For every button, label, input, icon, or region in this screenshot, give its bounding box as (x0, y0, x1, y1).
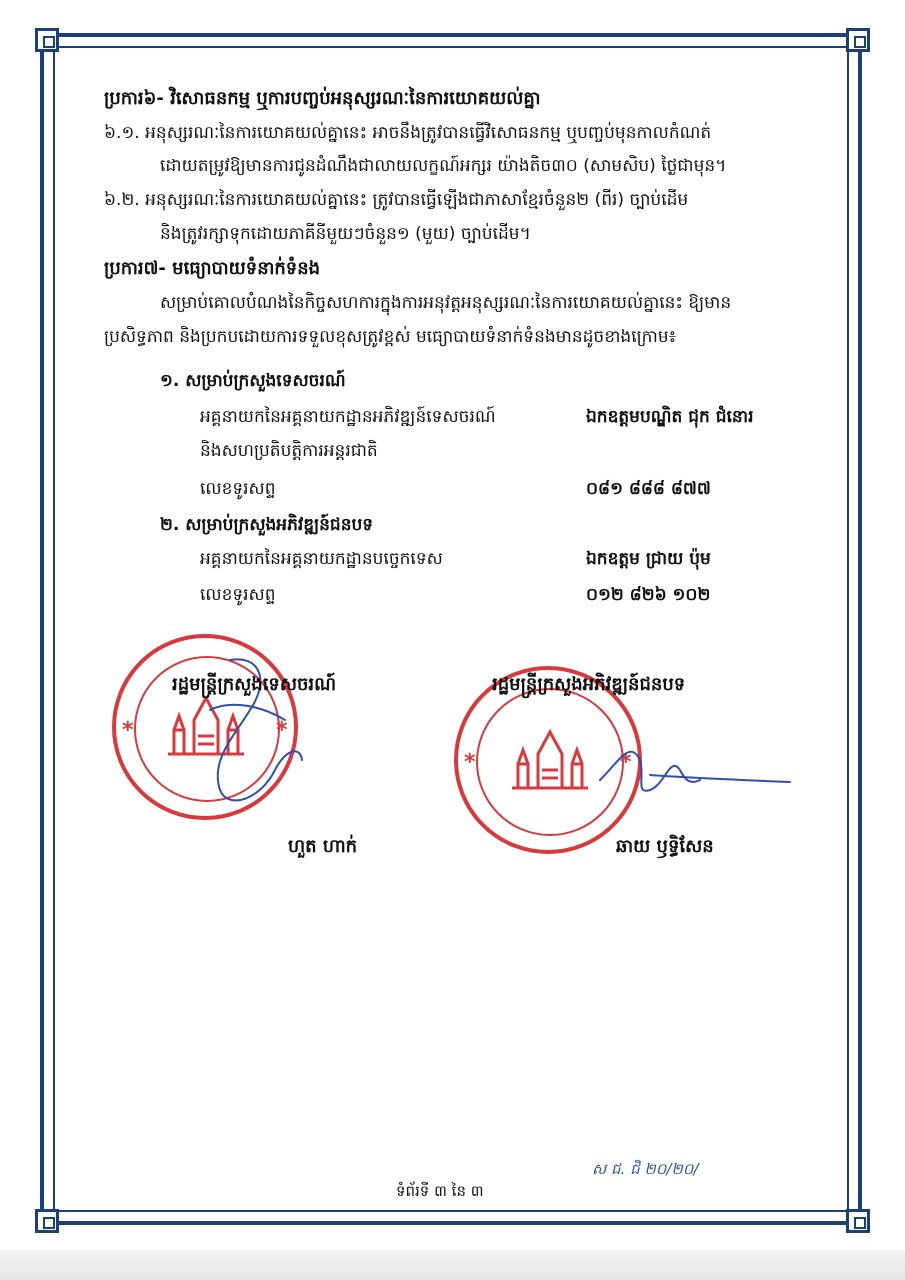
contact-1-title: ១. សម្រាប់ក្រសួងទេសចរណ៍ (160, 371, 346, 391)
contact-1-role-line2: និងសហប្រតិបត្តិការអន្តរជាតិ (200, 441, 378, 461)
article6-item1-line1: ៦.១. អនុស្សរណៈនៃការយោគយល់គ្នានេះ អាចនឹងត្រូវបានធ្វើវិសោធនកម្ម ឬបញ្ចប់មុនកាលកំណត់ (104, 123, 712, 143)
article7-paragraph-line2: ប្រសិទ្ធភាព និងប្រកបដោយការទទួលខុសត្រូវខ្ពស់ មធ្យោបាយទំនាក់ទំនងមានដូចខាងក្រោម៖ (104, 327, 677, 347)
article6-heading: ប្រការ៦- វិសោធនកម្ម ឬការបញ្ចប់អនុស្សរណៈនៃការយោគយល់គ្នា (104, 88, 541, 109)
page-number: ទំព័រទី ៣ នៃ ៣ (396, 1182, 484, 1200)
article7-paragraph-line1: សម្រាប់គោលបំណងនៃកិច្ចសហការក្នុងការអនុវត្តអនុស្សរណៈនៃការយោគយល់គ្នានេះ ឱ្យមាន (160, 293, 732, 313)
contact-1-name: ឯកឧត្តមបណ្ឌិត ជុក ជំនោរ (586, 407, 754, 427)
star-icon: * (276, 718, 288, 743)
contact-2-phone-label: លេខទូរសព្ទ (200, 585, 276, 605)
left-signatory-title: រដ្ឋមន្ត្រីក្រសួងទេសចរណ៍ (172, 674, 337, 695)
contact-2-name: ឯកឧត្តម ជ្រាយ ប៉ុម (586, 549, 711, 569)
minister-signature-right (590, 720, 800, 810)
left-signatory-name: ហួត ហាក់ (288, 836, 358, 857)
star-icon: * (464, 750, 476, 775)
star-icon: * (620, 750, 632, 775)
contact-1-phone: ០៨១ ៨៨៨ ៨៧៧ (586, 479, 711, 499)
contact-2-phone: ០១២ ៨២៦ ១០២ (586, 585, 711, 605)
contact-1-role-line1: អគ្គនាយកនៃអគ្គនាយកដ្ឋានអភិវឌ្ឍន៍ទេសចរណ៍ (200, 407, 496, 427)
star-icon: * (122, 718, 134, 743)
handwritten-note: ស ជ. ជិ ២០/២០/ (592, 1160, 699, 1178)
article6-item2-line2: និងត្រូវរក្សាទុកដោយភាគីនីមួយៗចំនួន១ (មួយ) ច្បាប់ដើម។ (160, 224, 531, 244)
contact-1-phone-label: លេខទូរសព្ទ (200, 479, 276, 499)
angkor-temple-icon (502, 724, 598, 794)
contact-2-role-line1: អគ្គនាយកនៃអគ្គនាយកដ្ឋានបច្ចេកទេស (200, 549, 443, 569)
right-signatory-name: ឆាយ ឫទ្ធិសែន (616, 836, 714, 857)
right-signatory-title: រដ្ឋមន្ត្រីក្រសួងអភិវឌ្ឍន៍ជនបទ (492, 674, 686, 695)
contact-2-title: ២. សម្រាប់ក្រសួងអភិវឌ្ឍន៍ជនបទ (160, 515, 374, 535)
article6-item1-line2: ដោយតម្រូវឱ្យមានការជូនដំណឹងជាលាយលក្ខណ៍អក្សរ យ៉ាងតិច៣០ (សាមសិប) ថ្ងៃជាមុន។ (160, 156, 727, 176)
article7-heading: ប្រការ៧- មធ្យោបាយទំនាក់ទំនង (104, 258, 321, 279)
article6-item2-line1: ៦.២. អនុស្សរណៈនៃការយោគយល់គ្នានេះ ត្រូវបានធ្វើឡើងជាភាសាខ្មែរចំនួន២ (ពីរ) ច្បាប់ដើម (104, 190, 689, 210)
